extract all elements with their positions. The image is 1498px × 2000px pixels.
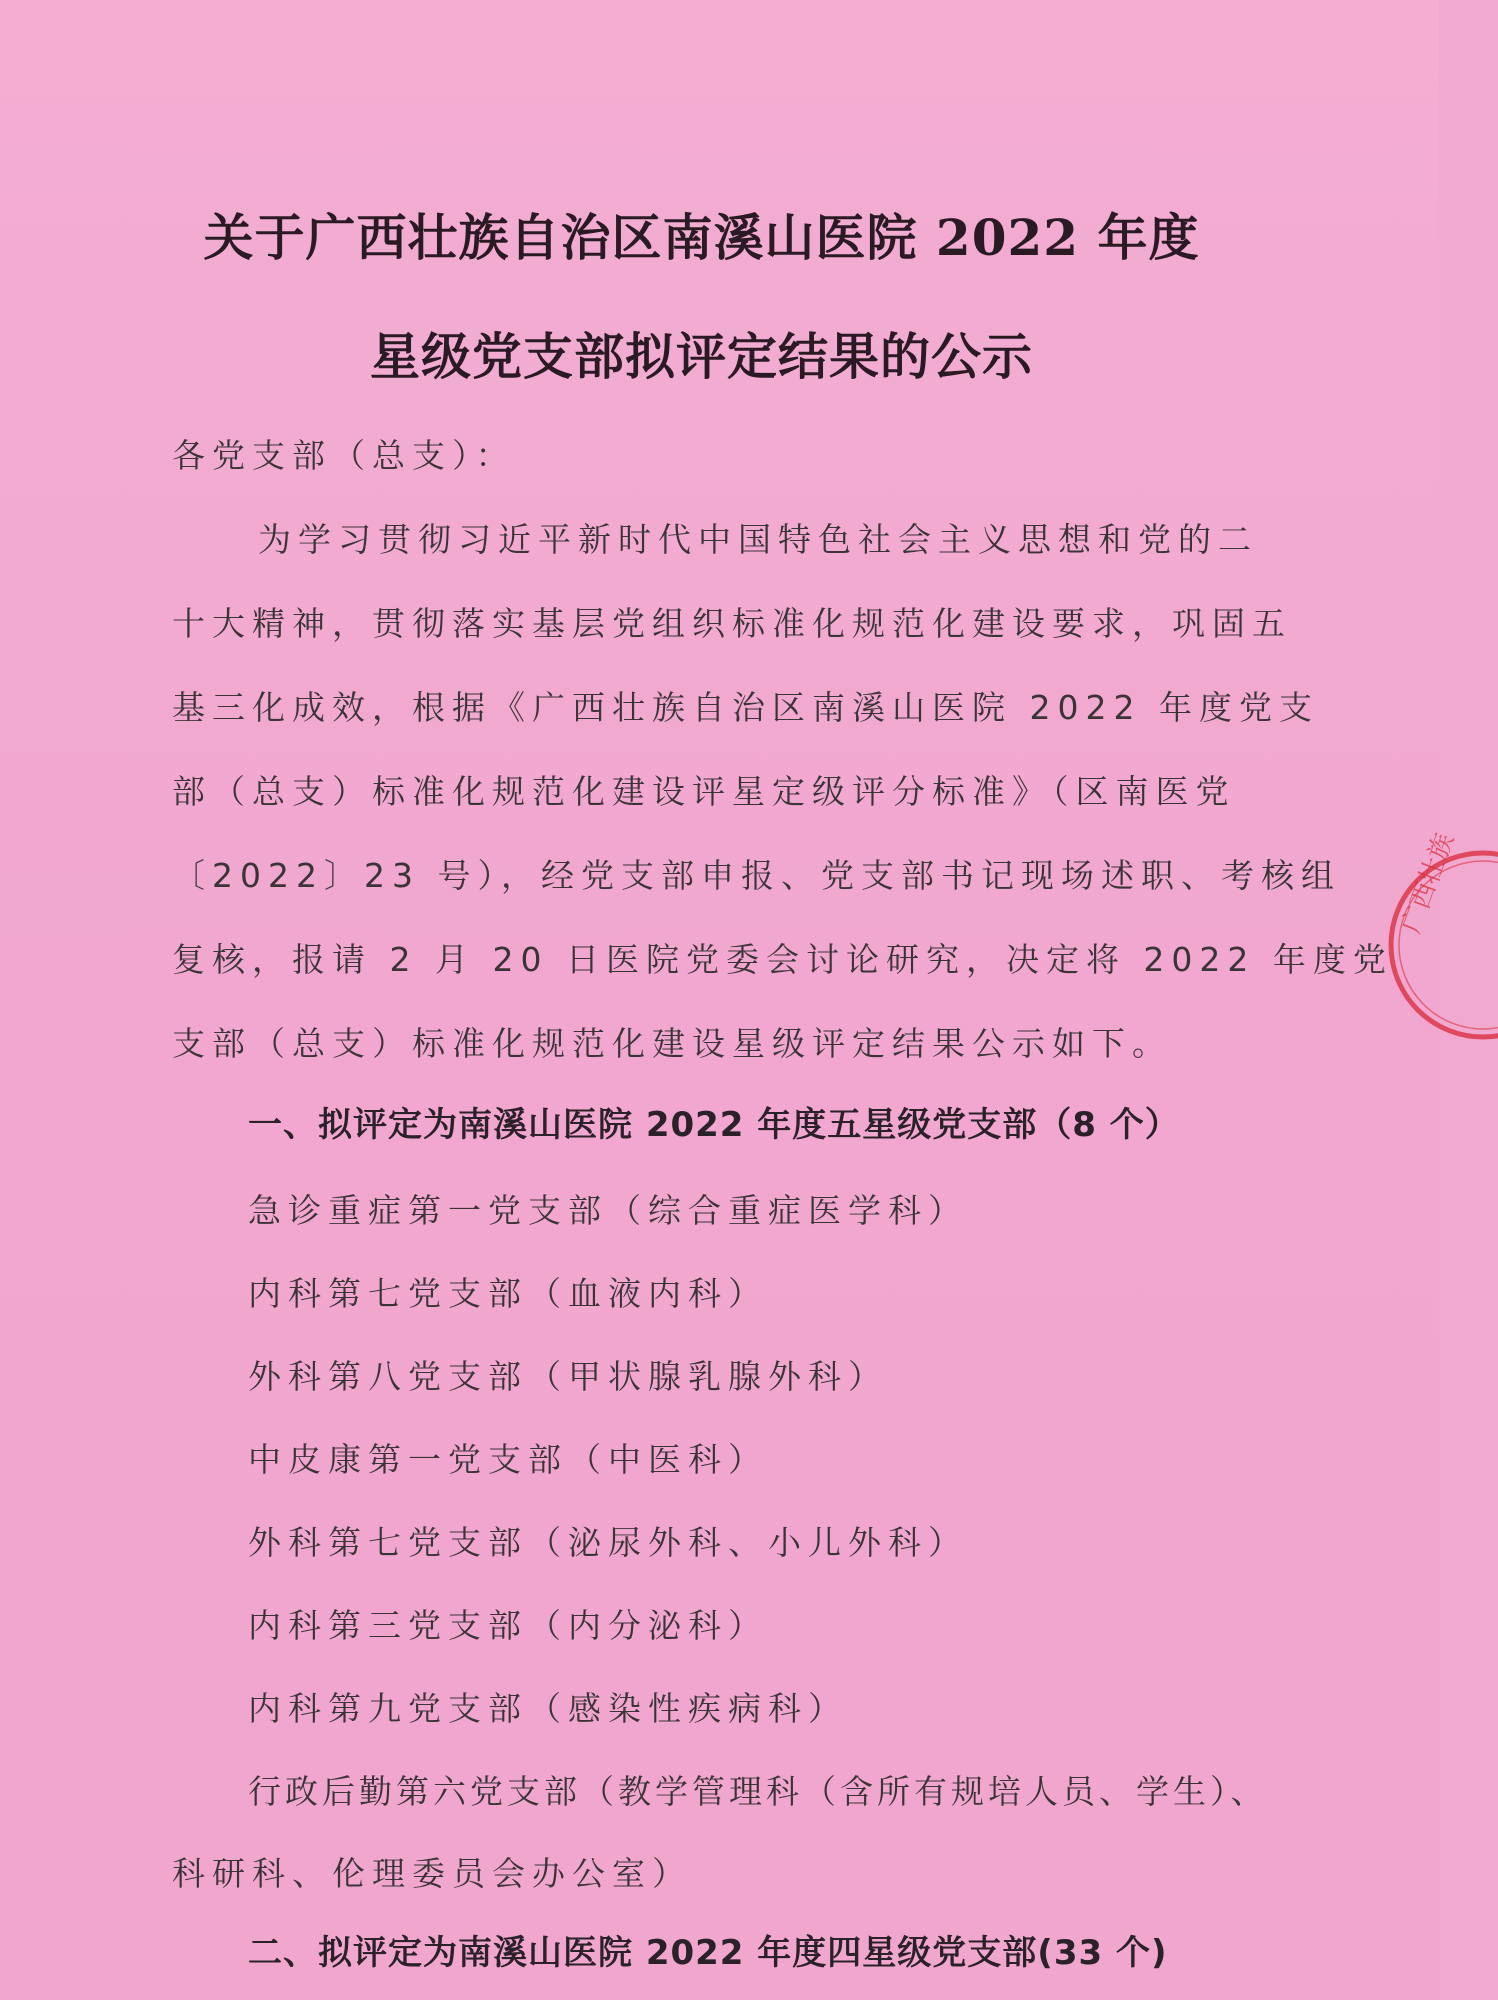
document-title-line-1: 关于广西壮族自治区南溪山医院 2022 年度 [203, 208, 1200, 267]
list-item: 外科第七党支部（泌尿外科、小儿外科） [248, 1523, 968, 1562]
body-line: 复核，报请 2 月 20 日医院党委会讨论研究，决定将 2022 年度党 [172, 940, 1393, 979]
body-line: 十大精神，贯彻落实基层党组织标准化规范化建设要求，巩固五 [172, 604, 1292, 643]
list-item: 内科第九党支部（感染性疾病科） [248, 1689, 848, 1728]
salutation: 各党支部（总支）： [172, 436, 516, 475]
list-item: 行政后勤第六党支部（教学管理科（含所有规培人员、学生）、 [248, 1772, 1268, 1811]
list-item-continuation: 科研科、伦理委员会办公室） [172, 1854, 692, 1893]
document-title-line-2: 星级党支部拟评定结果的公示 [370, 327, 1033, 386]
list-item: 外科第八党支部（甲状腺乳腺外科） [248, 1357, 888, 1396]
list-item: 内科第七党支部（血液内科） [248, 1274, 768, 1313]
body-line: 支部（总支）标准化规范化建设星级评定结果公示如下。 [172, 1024, 1172, 1063]
body-line: 基三化成效，根据《广西壮族自治区南溪山医院 2022 年度党支 [172, 688, 1319, 727]
list-item: 中皮康第一党支部（中医科） [248, 1440, 768, 1479]
body-line: 为学习贯彻习近平新时代中国特色社会主义思想和党的二 [258, 520, 1258, 559]
list-item: 急诊重症第一党支部（综合重症医学科） [248, 1191, 968, 1230]
body-line: 〔2022〕23 号），经党支部申报、党支部书记现场述职、考核组 [172, 856, 1341, 895]
official-seal-icon [1388, 830, 1498, 1060]
section-1-heading: 一、拟评定为南溪山医院 2022 年度五星级党支部（8 个） [248, 1105, 1180, 1145]
list-item: 内科第三党支部（内分泌科） [248, 1606, 768, 1645]
section-2-heading: 二、拟评定为南溪山医院 2022 年度四星级党支部(33 个) [248, 1933, 1168, 1973]
seal-text: 广西壮族 [1396, 829, 1461, 938]
body-line: 部（总支）标准化规范化建设评星定级评分标准》（区南医党 [172, 772, 1236, 811]
